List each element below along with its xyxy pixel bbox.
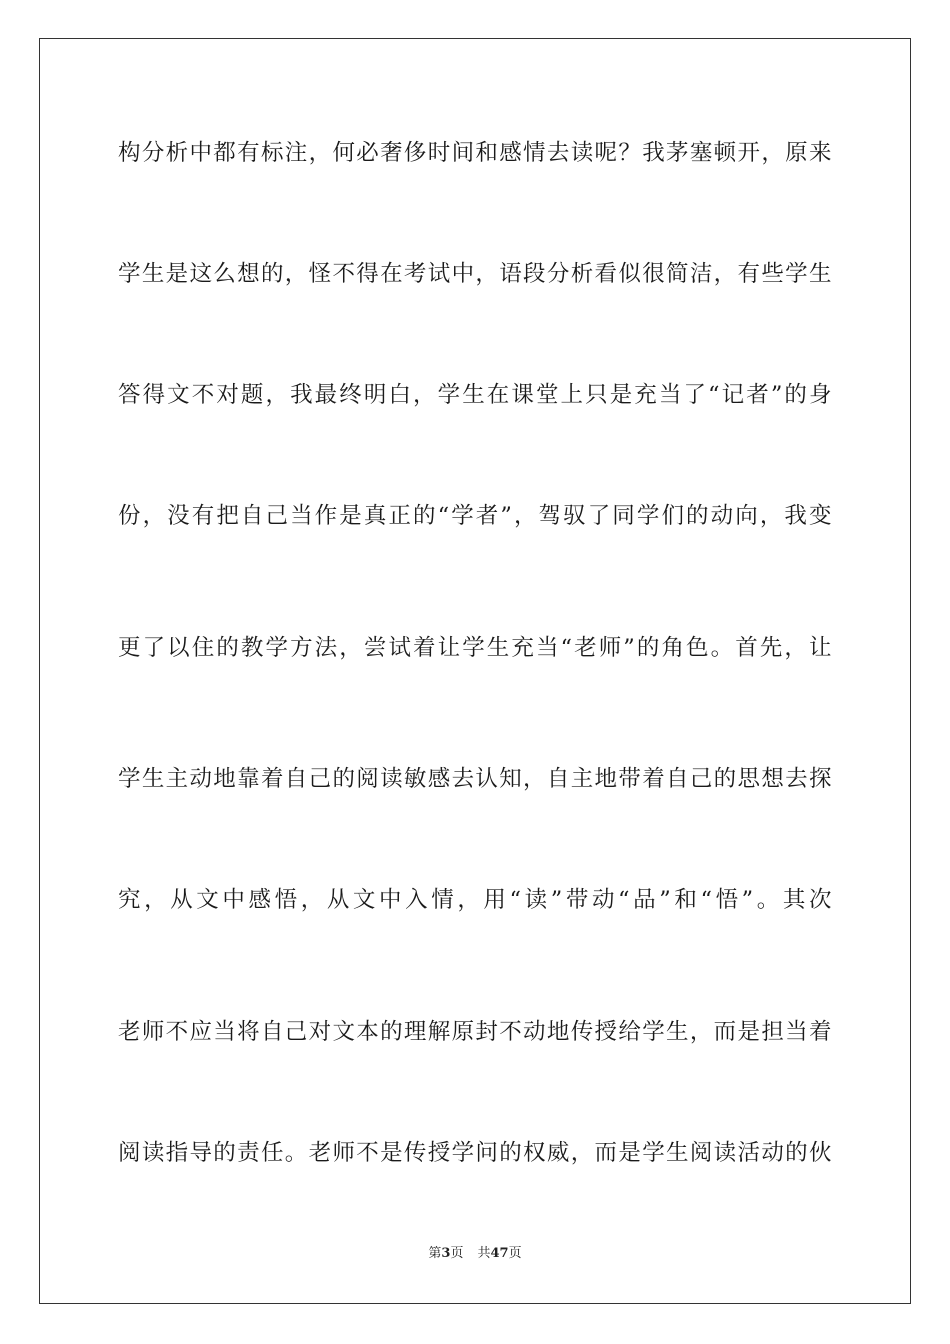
text-line: 构分析中都有标注，何必奢侈时间和感情去读呢？我茅塞顿开，原来 [118, 140, 832, 166]
text-line: 究，从文中感悟，从文中入情，用“读”带动“品”和“悟”。其次 [118, 887, 832, 913]
total-prefix: 共 [477, 1246, 491, 1261]
page-border [39, 38, 911, 1304]
total-pages: 47 [490, 1246, 509, 1261]
text-line: 学生是这么想的，怪不得在考试中，语段分析看似很简洁，有些学生 [118, 261, 832, 287]
text-line: 答得文不对题，我最终明白，学生在课堂上只是充当了“记者”的身 [118, 382, 832, 408]
text-line: 学生主动地靠着自己的阅读敏感去认知，自主地带着自己的思想去探 [118, 766, 832, 792]
page-footer [0, 1244, 950, 1264]
page-prefix: 第 [428, 1246, 442, 1261]
page-number: 3 [441, 1246, 451, 1261]
text-line: 阅读指导的责任。老师不是传授学问的权威，而是学生阅读活动的伙 [118, 1140, 832, 1166]
text-line: 老师不应当将自己对文本的理解原封不动地传授给学生，而是担当着 [118, 1019, 832, 1045]
text-line: 更了以住的教学方法，尝试着让学生充当“老师”的角色。首先，让 [118, 635, 832, 661]
total-suffix: 页 [508, 1246, 522, 1261]
text-line: 份，没有把自己当作是真正的“学者”，驾驭了同学们的动向，我变 [118, 503, 832, 529]
page-suffix: 页 [450, 1246, 464, 1261]
